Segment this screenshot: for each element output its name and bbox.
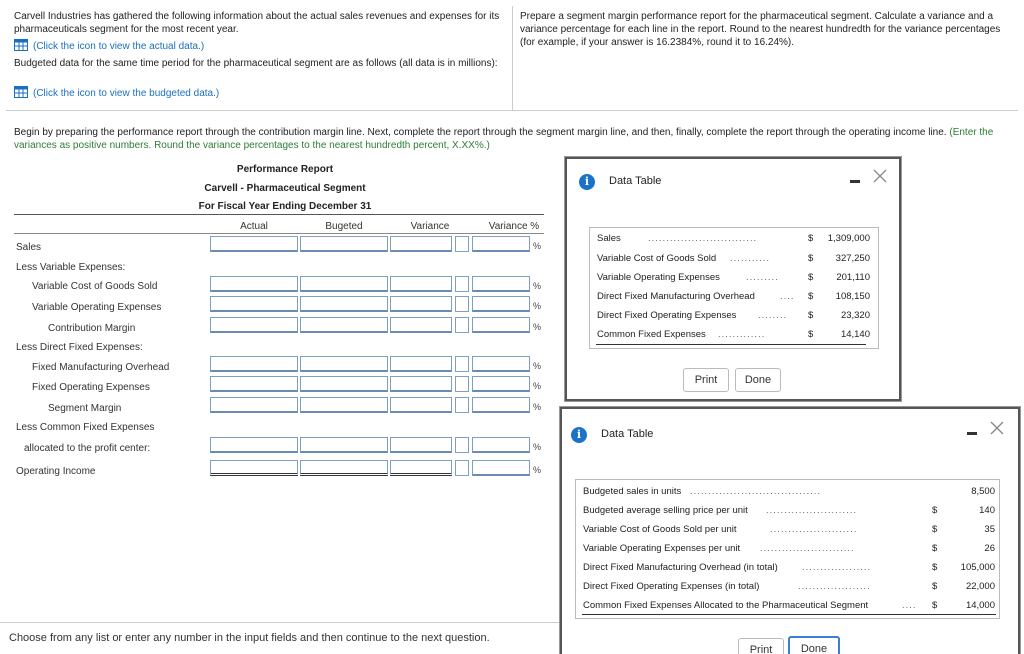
row-currency: $ bbox=[808, 272, 814, 283]
row-currency: $ bbox=[808, 233, 814, 244]
table-row bbox=[576, 559, 999, 578]
input-variance-pct[interactable] bbox=[472, 356, 530, 372]
pct-sign: % bbox=[533, 322, 542, 332]
leader-dots: ................... bbox=[802, 562, 872, 573]
select-fu[interactable] bbox=[455, 236, 469, 252]
input-budgeted[interactable] bbox=[300, 437, 388, 453]
minimize-icon[interactable] bbox=[967, 432, 977, 435]
budgeted-data-link[interactable]: (Click the icon to view the budgeted data.) bbox=[14, 86, 219, 100]
row-label: Variable Cost of Goods Sold per unit bbox=[583, 524, 737, 535]
select-fu[interactable] bbox=[455, 397, 469, 413]
row-label: Direct Fixed Operating Expenses (in total) bbox=[583, 581, 760, 592]
leader-dots: ........................ bbox=[770, 524, 858, 535]
leader-dots: .... bbox=[902, 600, 917, 611]
row-value: 140 bbox=[979, 505, 995, 516]
table-row bbox=[576, 578, 999, 597]
row-value: 14,140 bbox=[840, 329, 870, 340]
input-actual[interactable] bbox=[210, 437, 298, 453]
select-fu[interactable] bbox=[455, 356, 469, 372]
row-value: 108,150 bbox=[835, 291, 870, 302]
row-value: 1,309,000 bbox=[827, 233, 870, 244]
input-variance-pct[interactable] bbox=[472, 376, 530, 392]
column-divider bbox=[512, 6, 513, 110]
table-row bbox=[576, 483, 999, 502]
select-fu[interactable] bbox=[455, 296, 469, 312]
input-actual[interactable] bbox=[210, 460, 298, 476]
row-label: Direct Fixed Manufacturing Overhead (in total) bbox=[583, 562, 778, 573]
input-actual[interactable] bbox=[210, 296, 298, 312]
row-currency: $ bbox=[932, 562, 938, 573]
row-label: Direct Fixed Operating Expenses bbox=[597, 310, 737, 321]
input-budgeted[interactable] bbox=[300, 236, 388, 252]
row-label: Variable Operating Expenses per unit bbox=[583, 543, 741, 554]
leader-dots: .... bbox=[780, 291, 795, 302]
row-value: 8,500 bbox=[971, 486, 995, 497]
row-label-operating-income: Operating Income bbox=[16, 466, 96, 477]
select-fu[interactable] bbox=[455, 276, 469, 292]
row-value: 105,000 bbox=[960, 562, 995, 573]
row-value: 14,000 bbox=[965, 600, 995, 611]
table-row bbox=[576, 540, 999, 559]
input-actual[interactable] bbox=[210, 356, 298, 372]
leader-dots: .................................... bbox=[690, 486, 822, 497]
row-label-fixed-opex: Fixed Operating Expenses bbox=[32, 382, 150, 393]
input-variance-pct[interactable] bbox=[472, 460, 530, 476]
leader-dots: .......................... bbox=[760, 543, 855, 554]
input-variance-pct[interactable] bbox=[472, 296, 530, 312]
row-currency: $ bbox=[808, 329, 814, 340]
footer-text: Choose from any list or enter any number in the input fields and then continue to the next question. bbox=[9, 632, 490, 644]
print-button[interactable]: Print bbox=[683, 368, 729, 392]
row-label-sales: Sales bbox=[16, 242, 42, 253]
input-variance[interactable] bbox=[390, 236, 452, 252]
done-button[interactable]: Done bbox=[735, 368, 781, 392]
row-label-var-cogs: Variable Cost of Goods Sold bbox=[32, 281, 158, 292]
input-budgeted[interactable] bbox=[300, 356, 388, 372]
actual-data-table bbox=[589, 227, 879, 349]
done-button[interactable]: Done bbox=[788, 636, 840, 654]
input-variance-pct[interactable] bbox=[472, 236, 530, 252]
input-actual[interactable] bbox=[210, 397, 298, 413]
close-icon[interactable] bbox=[873, 169, 887, 183]
row-label: Budgeted average selling price per unit bbox=[583, 505, 748, 516]
table-row bbox=[576, 521, 999, 540]
input-variance[interactable] bbox=[390, 437, 452, 453]
input-actual[interactable] bbox=[210, 376, 298, 392]
col-variance: Variance bbox=[410, 221, 450, 232]
begin-hint: (Enter the variances as positive numbers. Round the variance percentages to the nearest hundredth percent, X.XX%.) bbox=[14, 127, 994, 151]
input-variance[interactable] bbox=[390, 460, 452, 476]
table-row bbox=[590, 250, 878, 269]
row-currency: $ bbox=[808, 310, 814, 321]
begin-instructions: Begin by preparing the performance report through the contribution margin line. Next, complete the report through the segment margin line, and then, finally, complete the report through the operating income line. (Enter the variances as positive numbers. Round the variance percentages to the nearest hundredth percent, X.XX%.) bbox=[14, 127, 994, 151]
info-icon: i bbox=[571, 427, 587, 443]
dialog-title: Data Table bbox=[609, 175, 662, 187]
info-icon: i bbox=[579, 174, 595, 190]
question-intro: Carvell Industries has gathered the following information about the actual sales revenues and expenses for its pharmaceuticals segment for the most recent year. bbox=[14, 11, 500, 35]
leader-dots: ......................... bbox=[766, 505, 857, 516]
dialog-title: Data Table bbox=[601, 428, 654, 440]
input-variance-pct[interactable] bbox=[472, 397, 530, 413]
input-actual[interactable] bbox=[210, 236, 298, 252]
section-divider bbox=[6, 110, 1018, 111]
input-budgeted[interactable] bbox=[300, 397, 388, 413]
row-label: Variable Operating Expenses bbox=[597, 272, 720, 283]
row-label-segment-margin: Segment Margin bbox=[48, 403, 122, 414]
budgeted-data-dialog bbox=[560, 407, 1020, 654]
pct-sign: % bbox=[533, 442, 542, 452]
header-rule bbox=[14, 214, 544, 215]
pct-sign: % bbox=[533, 402, 542, 412]
row-currency: $ bbox=[932, 505, 938, 516]
select-fu[interactable] bbox=[455, 376, 469, 392]
row-label-allocated: allocated to the profit center: bbox=[24, 443, 151, 454]
leader-dots: ........... bbox=[730, 253, 771, 264]
leader-dots: ......... bbox=[746, 272, 779, 283]
col-variance-pct: Variance % bbox=[488, 221, 540, 232]
table-row bbox=[590, 307, 878, 326]
row-currency: $ bbox=[932, 581, 938, 592]
table-row bbox=[590, 230, 878, 249]
minimize-icon[interactable] bbox=[850, 180, 860, 183]
instructions: Prepare a segment margin performance report for the pharmaceutical segment. Calculate a variance and a variance percentage for each line in the report. Round to the nearest hundredth for the variance percentages (for example, if your answer is 16.2384%, round it to 16.24%). bbox=[520, 11, 1001, 48]
row-currency: $ bbox=[808, 253, 814, 264]
input-variance[interactable] bbox=[390, 317, 452, 333]
input-variance[interactable] bbox=[390, 397, 452, 413]
row-currency: $ bbox=[932, 543, 938, 554]
input-budgeted[interactable] bbox=[300, 460, 388, 476]
input-budgeted[interactable] bbox=[300, 317, 388, 333]
budget-text: Budgeted data for the same time period for the pharmaceutical segment are as follows (all data is in millions): bbox=[14, 58, 498, 69]
select-fu[interactable] bbox=[455, 317, 469, 333]
row-value: 327,250 bbox=[835, 253, 870, 264]
table-row bbox=[590, 269, 878, 288]
row-value: 26 bbox=[984, 543, 995, 554]
leader-dots: ........ bbox=[758, 310, 788, 321]
close-icon[interactable] bbox=[990, 421, 1004, 435]
data-table-icon[interactable] bbox=[14, 86, 28, 98]
actual-data-link[interactable]: (Click the icon to view the actual data.) bbox=[14, 39, 204, 53]
input-variance-pct[interactable] bbox=[472, 317, 530, 333]
input-variance[interactable] bbox=[390, 276, 452, 292]
table-row bbox=[590, 288, 878, 307]
table-bottom-rule bbox=[582, 614, 996, 615]
pct-sign: % bbox=[533, 281, 542, 291]
row-currency: $ bbox=[932, 524, 938, 535]
report-period: For Fiscal Year Ending December 31 bbox=[198, 201, 372, 212]
row-label: Direct Fixed Manufacturing Overhead bbox=[597, 291, 755, 302]
pct-sign: % bbox=[533, 241, 542, 251]
pct-sign: % bbox=[533, 361, 542, 371]
leader-dots: .............................. bbox=[648, 233, 758, 244]
data-table-icon[interactable] bbox=[14, 39, 28, 51]
row-value: 22,000 bbox=[965, 581, 995, 592]
budgeted-data-table bbox=[575, 479, 1000, 619]
row-label: Common Fixed Expenses Allocated to the Pharmaceutical Segment bbox=[583, 600, 869, 611]
row-label: Variable Cost of Goods Sold bbox=[597, 253, 717, 264]
report-title: Performance Report bbox=[236, 164, 334, 175]
input-variance-pct[interactable] bbox=[472, 276, 530, 292]
row-label-var-opex: Variable Operating Expenses bbox=[32, 302, 162, 313]
input-actual[interactable] bbox=[210, 317, 298, 333]
print-button[interactable]: Print bbox=[738, 638, 784, 654]
row-label-less-common-fixed: Less Common Fixed Expenses bbox=[16, 422, 155, 433]
input-budgeted[interactable] bbox=[300, 296, 388, 312]
row-label-less-direct-fixed: Less Direct Fixed Expenses: bbox=[16, 342, 143, 353]
leader-dots: ............. bbox=[718, 329, 766, 340]
pct-sign: % bbox=[533, 465, 542, 475]
col-rule bbox=[14, 233, 544, 234]
input-budgeted[interactable] bbox=[300, 376, 388, 392]
row-currency: $ bbox=[932, 600, 938, 611]
table-row bbox=[576, 502, 999, 521]
row-label: Sales bbox=[597, 233, 621, 244]
input-variance[interactable] bbox=[390, 296, 452, 312]
table-bottom-rule bbox=[596, 344, 866, 345]
row-label-contribution-margin: Contribution Margin bbox=[48, 323, 136, 334]
row-label: Budgeted sales in units bbox=[583, 486, 682, 497]
row-label-fixed-mfg: Fixed Manufacturing Overhead bbox=[32, 362, 170, 373]
col-budgeted: Bugeted bbox=[325, 221, 363, 232]
input-variance[interactable] bbox=[390, 356, 452, 372]
row-label-less-variable: Less Variable Expenses: bbox=[16, 262, 126, 273]
leader-dots: .................... bbox=[798, 581, 871, 592]
row-value: 35 bbox=[984, 524, 995, 535]
input-variance-pct[interactable] bbox=[472, 437, 530, 453]
input-budgeted[interactable] bbox=[300, 276, 388, 292]
row-value: 23,320 bbox=[840, 310, 870, 321]
actual-data-dialog bbox=[565, 157, 901, 401]
table-row bbox=[590, 326, 878, 345]
report-subtitle: Carvell - Pharmaceutical Segment bbox=[204, 183, 366, 194]
row-value: 201,110 bbox=[836, 272, 870, 283]
footer-rule bbox=[0, 622, 560, 623]
pct-sign: % bbox=[533, 381, 542, 391]
select-fu[interactable] bbox=[455, 437, 469, 453]
pct-sign: % bbox=[533, 301, 542, 311]
row-currency: $ bbox=[808, 291, 814, 302]
row-label: Common Fixed Expenses bbox=[597, 329, 706, 340]
col-actual: Actual bbox=[240, 221, 268, 232]
input-variance[interactable] bbox=[390, 376, 452, 392]
select-fu[interactable] bbox=[455, 460, 469, 476]
input-actual[interactable] bbox=[210, 276, 298, 292]
